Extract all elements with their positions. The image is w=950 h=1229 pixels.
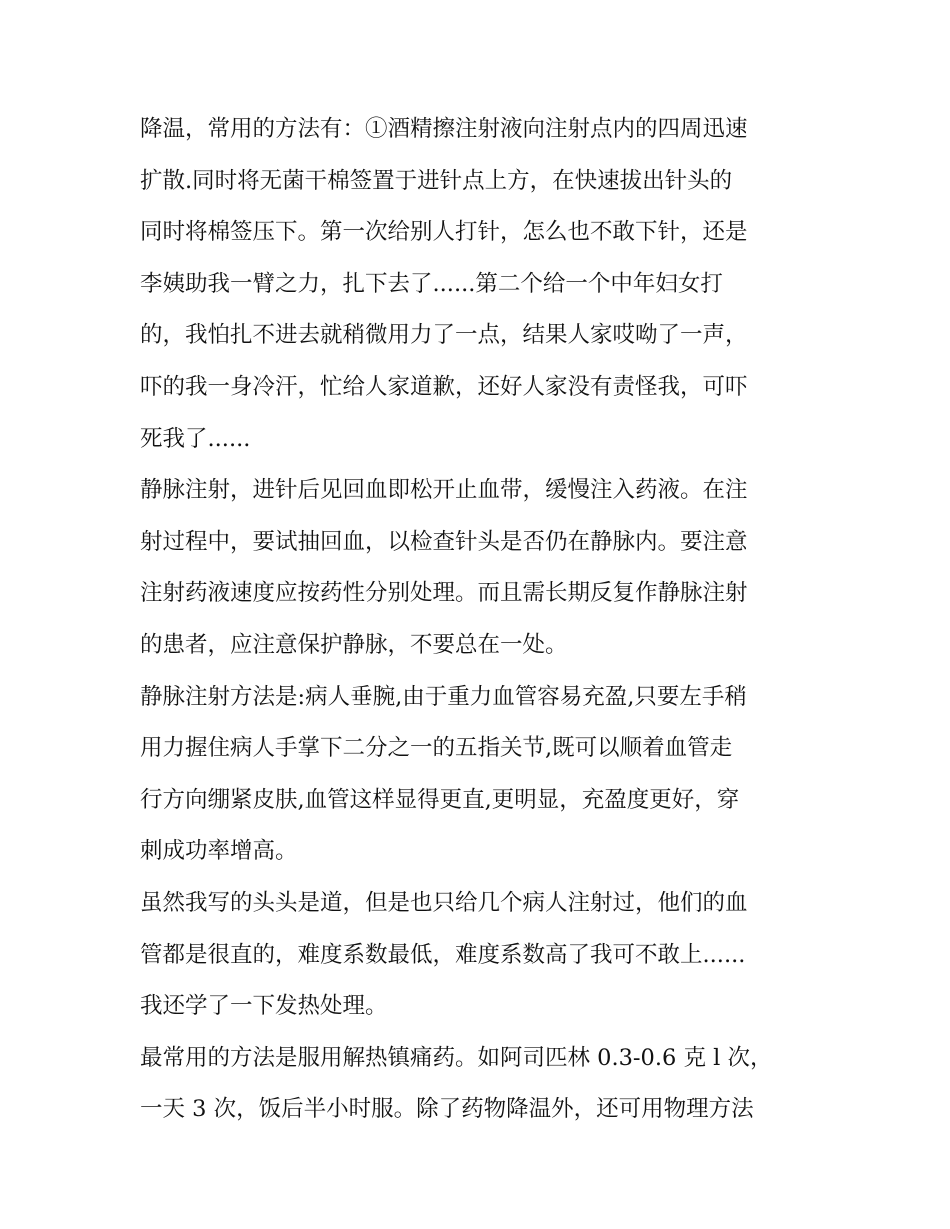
text-line: 射过程中，要试抽回血，以检查针头是否仍在静脉内。要注意 [140, 528, 748, 555]
text-line: 降温，常用的方法有：①酒精擦注射液向注射点内的四周迅速 [140, 116, 748, 142]
text-line: 死我了...... [140, 425, 251, 452]
text-line: 静脉注射方法是:病人垂腕,由于重力血管容易充盈,只要左手稍 [140, 683, 747, 710]
text-line: 虽然我写的头头是道，但是也只给几个病人注射过，他们的血 [140, 889, 748, 916]
text-line: 用力握住病人手掌下二分之一的五指关节,既可以顺着血管走 [140, 735, 733, 762]
text-line: 扩散.同时将无菌干棉签置于进针点上方，在快速拔出针头的 [140, 167, 733, 194]
text-line: 管都是很直的，难度系数最低，难度系数高了我可不敢上...... [140, 941, 746, 968]
text-line: 我还学了一下发热处理。 [140, 993, 388, 1020]
text-line: 一天 3 次，饭后半小时服。除了药物降温外，还可用物理方法 [140, 1096, 754, 1123]
text-line: 注射药液速度应按药性分别处理。而且需长期反复作静脉注射 [140, 580, 748, 607]
text-line: 最常用的方法是服用解热镇痛药。如阿司匹林 0.3-0.6 克 l 次， [140, 1044, 773, 1071]
text-line: 李姨助我一臂之力，扎下去了......第二个给一个中年妇女打 [140, 270, 723, 297]
text-line: 行方向绷紧皮肤,血管这样显得更直,更明显，充盈度更好，穿 [140, 786, 740, 813]
text-line: 静脉注射，进针后见回血即松开止血带，缓慢注入药液。在注 [140, 477, 748, 504]
document-body [140, 104, 820, 1136]
text-line: 吓的我一身冷汗，忙给人家道歉，还好人家没有责怪我，可吓 [140, 373, 748, 400]
text-line: 的，我怕扎不进去就稍微用力了一点，结果人家哎呦了一声， [140, 322, 748, 349]
text-line: 同时将棉签压下。第一次给别人打针，怎么也不敢下针，还是 [140, 219, 748, 246]
text-line: 刺成功率增高。 [140, 838, 298, 865]
text-line: 的患者，应注意保护静脉，不要总在一处。 [140, 631, 568, 658]
